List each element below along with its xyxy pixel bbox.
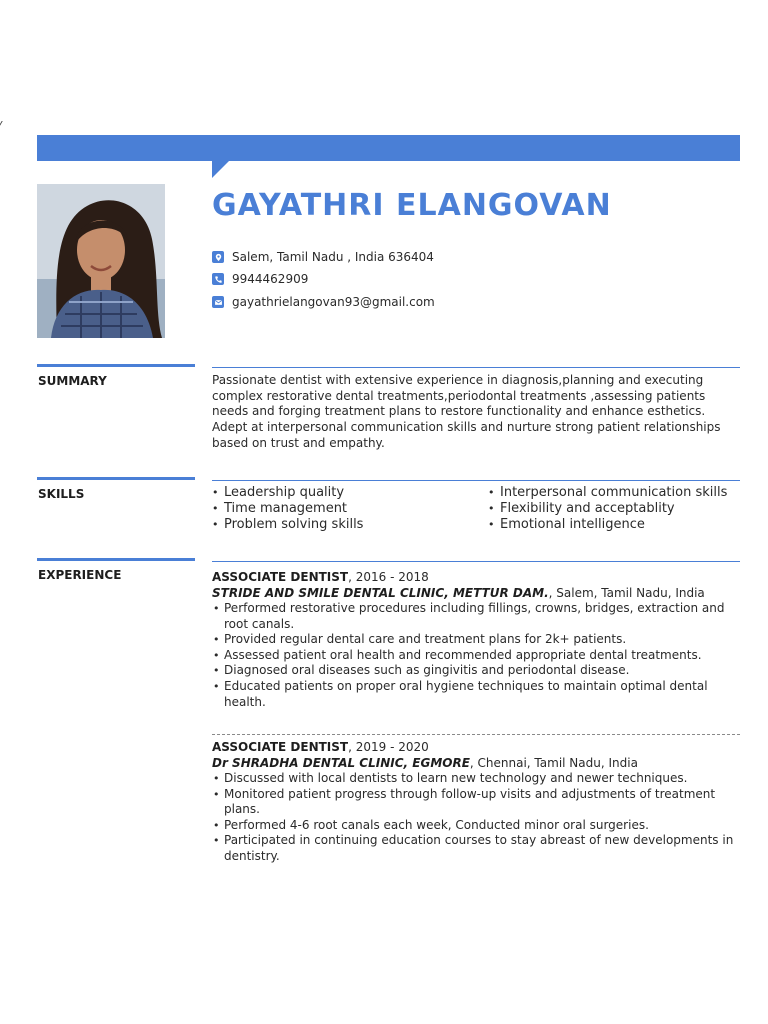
job-company: Dr SHRADHA DENTAL CLINIC, EGMORE [212,756,470,770]
job-bullet: • Diagnosed oral diseases such as gingivitis and periodontal disease. [212,663,742,679]
job-bullet: • Performed restorative procedures including fillings, crowns, bridges, extraction and root canals. [212,601,742,632]
job-bullet: • Monitored patient progress through follow-up visits and adjustments of treatment plans. [212,787,742,818]
skills-rule-right [212,480,740,481]
address-text: Salem, Tamil Nadu , India 636404 [232,250,434,264]
job-title: ASSOCIATE DENTIST [212,570,349,584]
job-location: , Salem, Tamil Nadu, India [548,586,705,600]
job-bullet: • Assessed patient oral health and recommended appropriate dental treatments. [212,648,742,664]
job-bullet: • Performed 4-6 root canals each week, Conducted minor oral surgeries. [212,818,742,834]
skills-list-left [212,485,363,533]
phone-text: 9944462909 [232,272,309,286]
summary-rule-left [37,364,195,367]
job-title-line [212,569,742,585]
profile-photo-illustration [37,184,165,338]
location-pin-icon [212,251,224,263]
job-location: , Chennai, Tamil Nadu, India [469,756,638,770]
job-bullets [212,771,742,865]
email-icon [212,296,224,308]
header-accent-notch [212,160,230,178]
skill-item: • Flexibility and acceptablity [488,501,727,517]
contact-address [212,250,434,264]
job-separator [212,734,740,735]
job-dates: , 2016 - 2018 [348,570,429,584]
job-company-line [212,585,742,601]
contact-email [212,295,435,309]
job-bullet: • Discussed with local dentists to learn new technology and newer techniques. [212,771,742,787]
header-accent-bar [37,135,740,161]
skills-rule-left [37,477,195,480]
skill-item: • Time management [212,501,363,517]
job-bullet: • Provided regular dental care and treatment plans for 2k+ patients. [212,632,742,648]
summary-heading: SUMMARY [38,374,107,388]
experience-rule-right [212,561,740,562]
experience-rule-left [37,558,195,561]
job-bullet: • Participated in continuing education courses to stay abreast of new developments in dentistry. [212,833,742,864]
skill-item: • Emotional intelligence [488,517,727,533]
job-entry-1 [212,569,742,710]
corner-mark [0,121,6,127]
job-title-line [212,739,742,755]
candidate-name: GAYATHRI ELANGOVAN [212,188,612,223]
job-title: ASSOCIATE DENTIST [212,740,349,754]
skills-list-right [488,485,727,533]
skills-heading: SKILLS [38,487,85,501]
skill-item: • Interpersonal communication skills [488,485,727,501]
phone-icon [212,273,224,285]
job-bullets [212,601,742,710]
summary-rule-right [212,367,740,368]
experience-heading: EXPERIENCE [38,568,122,582]
skill-item: • Problem solving skills [212,517,363,533]
summary-text: Passionate dentist with extensive experience in diagnosis,planning and executing complex restorative dental treatments,periodontal treatments ,assessing patients needs and forging treatment plans to restore functionality and enhance esthetics. Adept at interpersonal communication skills and nurture strong patient relationships based on trust and empathy. [212,373,721,450]
job-entry-2 [212,739,742,865]
profile-photo [37,184,165,338]
skill-item: • Leadership quality [212,485,363,501]
email-text[interactable]: gayathrielangovan93@gmail.com [232,295,435,309]
job-company: STRIDE AND SMILE DENTAL CLINIC, METTUR DAM. [212,586,549,600]
contact-phone [212,272,308,286]
job-company-line [212,755,742,771]
job-bullet: • Educated patients on proper oral hygiene techniques to maintain optimal dental health. [212,679,742,710]
job-dates: , 2019 - 2020 [348,740,429,754]
